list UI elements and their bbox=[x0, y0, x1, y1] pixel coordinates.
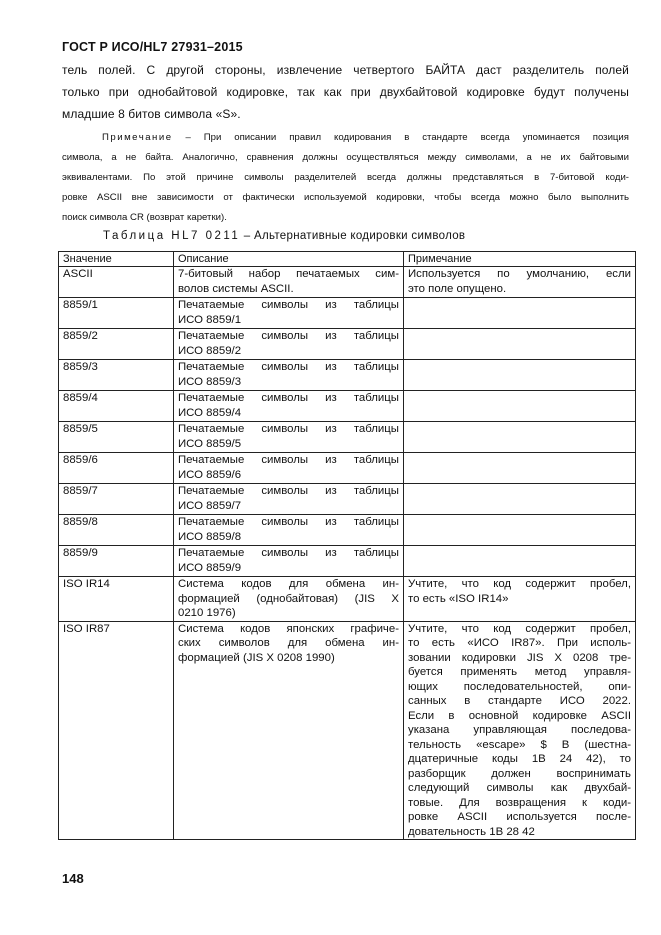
cell-value bbox=[59, 515, 174, 546]
cell-note-line: буется применять метод управля- bbox=[408, 666, 631, 678]
cell-description-line: 7-битовый набор печатаемых сим- bbox=[178, 268, 399, 280]
cell-note-line: Учтите, что код содержит пробел, bbox=[408, 622, 631, 635]
cell-description-line: Печатаемые символы из таблицы bbox=[178, 485, 399, 497]
cell-value-line: 8859/1 bbox=[63, 299, 98, 311]
cell-value bbox=[59, 621, 174, 840]
cell-description-line: ИСО 8859/8 bbox=[178, 530, 242, 543]
cell-note-line: зовании кодировки JIS X 0208 тре- bbox=[408, 651, 631, 664]
cell-value bbox=[59, 329, 174, 360]
cell-value-line: 8859/3 bbox=[63, 361, 98, 373]
cell-description-line: Печатаемые символы из таблицы bbox=[178, 330, 399, 342]
table-row bbox=[59, 298, 636, 329]
table-row bbox=[59, 577, 636, 622]
cell-note-line: ровке ASCII используется после- bbox=[408, 811, 631, 823]
note-label: Примечание bbox=[102, 132, 173, 143]
column-header-note: Примечание bbox=[404, 252, 636, 267]
cell-description-line: ИСО 8859/9 bbox=[178, 561, 242, 574]
cell-description bbox=[174, 391, 404, 422]
cell-description-line: Печатаемые символы из таблицы bbox=[178, 516, 399, 528]
cell-value-line: 8859/7 bbox=[63, 485, 98, 497]
note-line-4: ровке ASCII вне зависимости от фактически используемой кодировки, чтобы всегда можно было выполнить bbox=[62, 192, 629, 203]
cell-description bbox=[174, 360, 404, 391]
cell-description-line: ИСО 8859/4 bbox=[178, 406, 242, 419]
cell-description bbox=[174, 453, 404, 484]
cell-note-line: следующий символы как двухбай- bbox=[408, 782, 631, 794]
cell-value bbox=[59, 267, 174, 298]
page-number: 148 bbox=[62, 871, 84, 886]
cell-value bbox=[59, 546, 174, 577]
cell-value-line: 8859/9 bbox=[63, 547, 98, 559]
cell-description-line: ИСО 8859/1 bbox=[178, 313, 242, 326]
cell-value bbox=[59, 360, 174, 391]
cell-value bbox=[59, 422, 174, 453]
cell-description-line: формацией (JIS X 0208 1990) bbox=[178, 651, 335, 664]
column-header-value: Значение bbox=[59, 252, 174, 267]
cell-value bbox=[59, 298, 174, 329]
cell-description-line: формацией (однобайтовая) (JIS X bbox=[178, 592, 399, 605]
cell-description-line: Печатаемые символы из таблицы bbox=[178, 392, 399, 404]
table-row bbox=[59, 546, 636, 577]
cell-description-line: волов системы ASCII. bbox=[178, 282, 294, 295]
note-line-1 bbox=[62, 128, 629, 148]
cell-value-line: 8859/5 bbox=[63, 423, 98, 435]
cell-description-line: Печатаемые символы из таблицы bbox=[178, 454, 399, 466]
cell-note-line: разборщик должен воспринимать bbox=[408, 767, 631, 780]
cell-note bbox=[404, 298, 636, 329]
cell-description-line: Система кодов японских графиче- bbox=[178, 622, 399, 635]
cell-note bbox=[404, 391, 636, 422]
cell-description bbox=[174, 621, 404, 840]
cell-description-line: Печатаемые символы из таблицы bbox=[178, 423, 399, 435]
cell-value-line: ISO IR14 bbox=[63, 578, 110, 590]
cell-description-line: Печатаемые символы из таблицы bbox=[178, 361, 399, 373]
cell-description bbox=[174, 298, 404, 329]
cell-value bbox=[59, 391, 174, 422]
paragraph-line-2: только при однобайтовой кодировке, так как при двухбайтовой кодировке будут получены bbox=[62, 85, 629, 99]
cell-value bbox=[59, 453, 174, 484]
note-first-line-text: – При описании правил кодирования в стандарте всегда упоминается позиция bbox=[172, 132, 629, 143]
cell-description-line: Печатаемые символы из таблицы bbox=[178, 299, 399, 311]
cell-note-line: санных в стандарте ИСО 2022. bbox=[408, 695, 631, 707]
cell-note bbox=[404, 329, 636, 360]
table-row bbox=[59, 422, 636, 453]
cell-note bbox=[404, 422, 636, 453]
paragraph-line-3: младшие 8 битов символа «S». bbox=[62, 107, 241, 121]
table-header-row bbox=[59, 252, 636, 267]
cell-value-line: 8859/8 bbox=[63, 516, 98, 528]
cell-description bbox=[174, 422, 404, 453]
paragraph-line-1: тель полей. С другой стороны, извлечение четвертого БАЙТА даст разделитель полей bbox=[62, 63, 629, 77]
cell-note-line: ющих последовательностей, опи- bbox=[408, 680, 631, 693]
cell-note-line: дцатеричные коды 1B 24 42), то bbox=[408, 753, 631, 765]
cell-description bbox=[174, 577, 404, 622]
cell-description-line: Система кодов для обмена ин- bbox=[178, 578, 399, 590]
cell-description-line: ИСО 8859/7 bbox=[178, 499, 242, 512]
cell-note bbox=[404, 453, 636, 484]
cell-note bbox=[404, 577, 636, 622]
note-line-5: поиск символа CR (возврат каретки). bbox=[62, 212, 227, 223]
table-caption bbox=[103, 230, 465, 242]
table-caption-title: – Альтернативные кодировки символов bbox=[240, 230, 466, 242]
cell-description-line: ИСО 8859/6 bbox=[178, 468, 242, 481]
cell-note bbox=[404, 621, 636, 840]
cell-note-line: указана управляющая последова- bbox=[408, 724, 631, 736]
cell-description-line: Печатаемые символы из таблицы bbox=[178, 547, 399, 559]
cell-value-line: ASCII bbox=[63, 268, 93, 280]
cell-note bbox=[404, 515, 636, 546]
cell-description-line: 0210 1976) bbox=[178, 607, 236, 619]
cell-note-line: Если в основной кодировке ASCII bbox=[408, 709, 631, 722]
table-row bbox=[59, 329, 636, 360]
cell-note bbox=[404, 484, 636, 515]
cell-description bbox=[174, 546, 404, 577]
table-row bbox=[59, 267, 636, 298]
cell-value-line: 8859/6 bbox=[63, 454, 98, 466]
cell-description bbox=[174, 267, 404, 298]
cell-note bbox=[404, 267, 636, 298]
cell-description bbox=[174, 515, 404, 546]
cell-value-line: 8859/2 bbox=[63, 330, 98, 342]
cell-description-line: ИСО 8859/5 bbox=[178, 437, 242, 450]
table-row bbox=[59, 484, 636, 515]
cell-note bbox=[404, 360, 636, 391]
table-row bbox=[59, 621, 636, 840]
cell-note-line: тельность «escape» $ B (шестна- bbox=[408, 738, 631, 751]
cell-description-line: ИСО 8859/2 bbox=[178, 344, 242, 357]
cell-value bbox=[59, 577, 174, 622]
cell-note bbox=[404, 546, 636, 577]
cell-note-line: это поле опущено. bbox=[408, 282, 507, 295]
column-header-description: Описание bbox=[174, 252, 404, 267]
cell-value-line: ISO IR87 bbox=[63, 622, 110, 635]
cell-description-line: ИСО 8859/3 bbox=[178, 375, 242, 388]
table-row bbox=[59, 360, 636, 391]
table-caption-label: Таблица HL7 0211 bbox=[103, 230, 241, 242]
cell-note-line: то есть «ISO IR14» bbox=[408, 592, 509, 605]
cell-note-line: Используется по умолчанию, если bbox=[408, 268, 631, 280]
table-row bbox=[59, 515, 636, 546]
cell-note-line: довательность 1B 28 42 bbox=[408, 825, 535, 838]
note-line-2: символа, а не байта. Аналогично, сравнения должны осуществляться между символами, а не их байтовыми bbox=[62, 152, 629, 163]
cell-note-line: то есть «ИСО IR87». При исполь- bbox=[408, 637, 631, 649]
cell-note-line: товые. Для возвращения к коди- bbox=[408, 796, 631, 809]
table-row bbox=[59, 391, 636, 422]
encodings-table bbox=[58, 251, 636, 840]
note-line-3: эквивалентами. По этой причине символы разделителей всегда должны представляться в 7-битовой коди- bbox=[62, 172, 629, 183]
cell-description-line: ских символов для обмена ин- bbox=[178, 637, 399, 649]
table-row bbox=[59, 453, 636, 484]
cell-note-line: Учтите, что код содержит пробел, bbox=[408, 578, 631, 590]
document-header: ГОСТ Р ИСО/HL7 27931–2015 bbox=[62, 40, 243, 54]
cell-description bbox=[174, 329, 404, 360]
cell-description bbox=[174, 484, 404, 515]
cell-value-line: 8859/4 bbox=[63, 392, 98, 404]
cell-value bbox=[59, 484, 174, 515]
